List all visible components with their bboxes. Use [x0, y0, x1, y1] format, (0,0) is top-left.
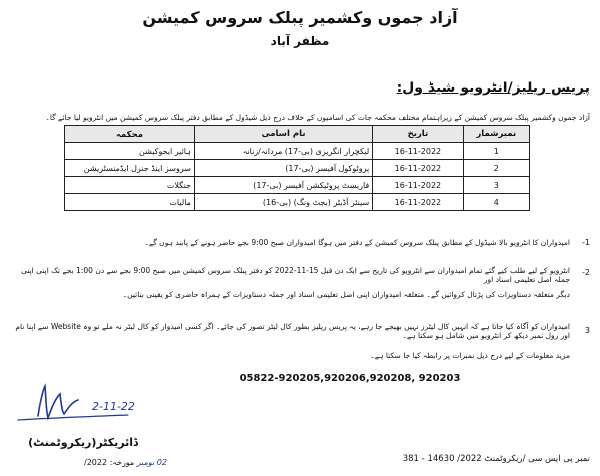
director-signature — [8, 380, 158, 434]
signature-date: 2-11-22 — [92, 400, 135, 413]
note-line: امیدواران کا انٹرویو بالا شیڈول کے مطابق پبلک سروس کمیشن کے دفتر میں ہوگا امیدواران صبح 9:00 بجے حاضر ہونے کے پابند ہوں گے۔ — [144, 238, 570, 247]
reference-number: نمبر پی ایس سی /ریکروٹمنٹ 2022/ 14630 - 381 — [402, 454, 590, 464]
interview-schedule-table — [64, 125, 530, 211]
note-number: -2 — [582, 268, 590, 277]
row-dept: ہائیر ایجوکیشن — [65, 143, 195, 160]
dated-label: مورخہ: — [109, 458, 135, 467]
dated-year: /2022 — [84, 458, 108, 467]
note-line: انٹرویو کے لیے طلب کیے گئے تمام امیدواران سے انٹرویو کی تاریخ سے ایک دن قبل 15-11-2022 کو دفتر پبلک سروس کمیشن میں صبح 9:00 بجے سے دن 1:00 بجے تک اپنی اپنی جملہ اصل تعلیمی اسناد اور — [21, 266, 570, 284]
note-line: مزید معلومات کے لیے درج ذیل نمبرات پر رابطہ کیا جا سکتا ہے۔ — [370, 351, 570, 360]
dated-value: 02 نومبر — [136, 458, 167, 467]
intro-paragraph: آزاد جموں وکشمیر پبلک سروس کمیشن کے زیراہتمام مختلف محکمہ جات کی اسامیوں کے خلاف درج ذیل شیڈول کے مطابق دفتر پبلک سروس کمیشن میں انٹرویو لیا جائے گا۔ — [45, 113, 590, 122]
row-post: پروٹوکول آفیسر (بی-17) — [194, 160, 372, 177]
col-header-date: تاریخ — [373, 126, 463, 143]
table-header-row — [65, 126, 530, 143]
row-date: 16-11-2022 — [373, 160, 463, 177]
press-release-heading: پریس ریلیز/انٹرویو شیڈ ول: — [396, 80, 590, 96]
note-line: امیدواران کو آگاہ کیا جاتا ہے کہ انہیں کال لیٹرز نہیں بھیجے جا رہے، یہ پریس ریلیز بطور کال لیٹر تصور کی جائے۔ اگر کسی امیدوار کو کال لیٹر نہ ملے تو وہ Website سے اپنا نام اور رول نمبر دیکھ کر انٹرویو میں شامل ہو سکتا ہے۔ — [15, 322, 570, 340]
row-post: لیکچرار انگریزی (بی-17) مردانہ/زنانہ — [194, 143, 372, 160]
note-number: 3 — [584, 326, 590, 335]
row-dept: جنگلات — [65, 177, 195, 194]
table-row — [65, 177, 530, 194]
col-header-no: نمبرشمار — [463, 126, 529, 143]
row-no: 1 — [463, 143, 529, 160]
commission-title: آزاد جموں وکشمیر پبلک سروس کمیشن — [142, 8, 458, 27]
row-no: 3 — [463, 177, 529, 194]
row-date: 16-11-2022 — [373, 177, 463, 194]
director-designation: ڈائریکٹر(ریکروٹمنٹ) — [28, 436, 138, 449]
contact-phone-numbers: 05822-920205,920206,920208, 920203 — [239, 373, 461, 384]
note-number: -1 — [582, 238, 590, 247]
row-date: 16-11-2022 — [373, 194, 463, 211]
note-line: دیگر متعلقہ دستاویزات کی پڑتال کروائیں گے۔ متعلقہ امیدواران اپنی اصل تعلیمی اسناد اور جملہ دستاویزات کے ہمراہ حاضری کو یقینی بنائیں۔ — [122, 290, 570, 299]
table-row — [65, 194, 530, 211]
col-header-post: نام اسامی — [194, 126, 372, 143]
table-row — [65, 143, 530, 160]
row-no: 4 — [463, 194, 529, 211]
row-dept: مالیات — [65, 194, 195, 211]
commission-city: مظفر آباد — [270, 34, 330, 48]
dated-line — [84, 458, 167, 467]
row-dept: سروسز اینڈ جنرل ایڈمنسٹریشن — [65, 160, 195, 177]
table-row — [65, 160, 530, 177]
signature-scribble-icon — [8, 380, 158, 430]
row-post: فاریسٹ پروٹیکشن آفیسر (بی-17) — [194, 177, 372, 194]
col-header-dept: محکمہ — [65, 126, 195, 143]
row-no: 2 — [463, 160, 529, 177]
row-post: سینئر آڈیٹر (بجٹ ونگ) (بی-16) — [194, 194, 372, 211]
row-date: 16-11-2022 — [373, 143, 463, 160]
